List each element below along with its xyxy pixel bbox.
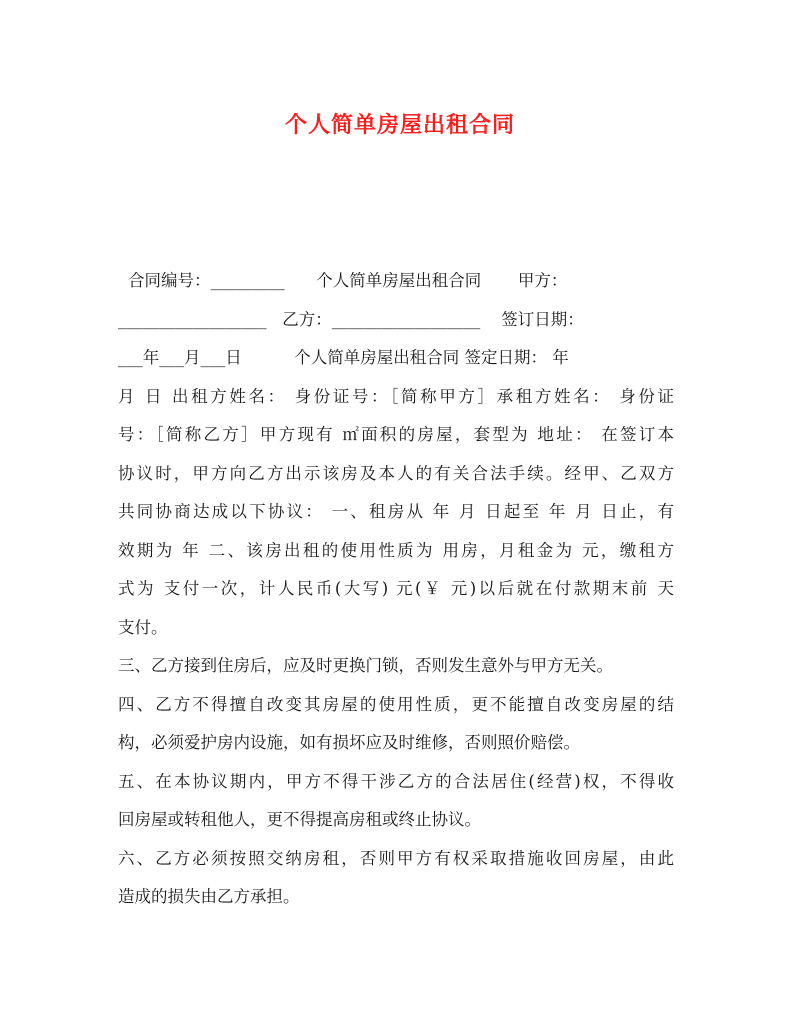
document-body bbox=[118, 262, 674, 917]
line-clause-6-end: 造成的损失由乙方承担。 bbox=[118, 887, 300, 906]
line-clause-4: 四、乙方不得擅自改变其房屋的使用性质，更不能擅自改变房屋的结 bbox=[118, 694, 674, 714]
line-clause-1: 共同协商达成以下协议： 一、租房从 年 月 日起至 年 月 日止，有 bbox=[118, 502, 674, 521]
line-party-b: __________________ 乙方：__________________ 签订日期： bbox=[118, 309, 584, 329]
line-clause-5-end: 回房屋或转租他人，更不得提高房租或终止协议。 bbox=[118, 810, 481, 829]
line-contract-number: 合同编号：_________ 个人简单房屋出租合同 甲方： bbox=[128, 271, 568, 290]
line-clause-6: 六、乙方必须按照交纳房租，否则甲方有权采取措施收回房屋，由此 bbox=[118, 848, 674, 868]
line-payment: 式为 支付一次，计人民币(大写) 元(￥ 元)以后就在付款期末前 天 bbox=[118, 579, 674, 598]
line-area: 号：［简称乙方］甲方现有 ㎡面积的房屋，套型为 地址： 在签订本 bbox=[118, 425, 674, 444]
line-clause-4-end: 构，必须爱护房内设施，如有损坏应及时维修，否则照价赔偿。 bbox=[118, 733, 580, 752]
line-clause-2: 效期为 年 二、该房出租的使用性质为 用房，月租金为 元，缴租方 bbox=[118, 540, 674, 560]
line-payment-end: 支付。 bbox=[118, 617, 168, 637]
line-clause-5: 五、在本协议期内，甲方不得干涉乙方的合法居住(经营)权，不得收 bbox=[118, 771, 674, 791]
line-sign-date: ___年___月___日 个人简单房屋出租合同 签定日期： 年 bbox=[118, 348, 569, 367]
line-procedures: 协议时，甲方向乙方出示该房及本人的有关合法手续。经甲、乙双方 bbox=[118, 463, 674, 483]
document-title: 个人简单房屋出租合同 bbox=[284, 113, 515, 138]
line-lessor-name: 月 日 出租方姓名： 身份证号：［简称甲方］承租方姓名： 身份证 bbox=[118, 386, 674, 406]
line-clause-3: 三、乙方接到住房后，应及时更换门锁，否则发生意外与甲方无关。 bbox=[118, 656, 613, 675]
